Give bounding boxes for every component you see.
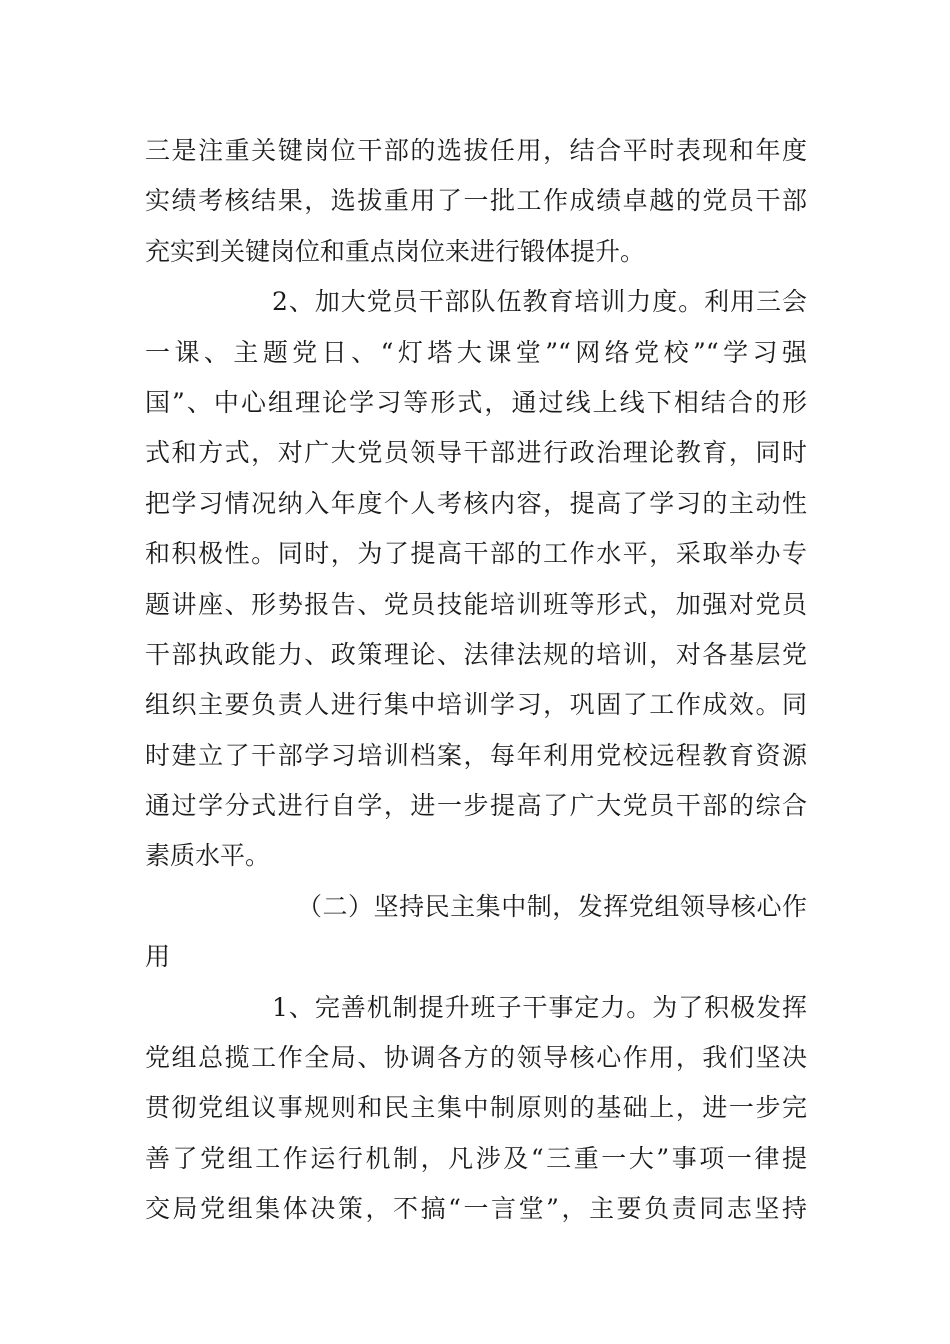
text-line: 素质水平。 bbox=[145, 841, 271, 871]
text-line: 式和方式，对广大党员领导干部进行政治理论教育，同时 bbox=[145, 438, 807, 468]
section-heading-line: 用 bbox=[145, 942, 171, 972]
text-line: 三是注重关键岗位干部的选拔任用，结合平时表现和年度 bbox=[145, 136, 807, 165]
text-line: 时建立了干部学习培训档案，每年利用党校远程教育资源 bbox=[145, 740, 807, 770]
text-line: 通过学分式进行自学，进一步提高了广大党员干部的综合 bbox=[145, 791, 807, 821]
section-heading-line: 1、完善机制提升班子干事定力。为了积极发挥 bbox=[272, 992, 807, 1022]
text-line: 一课、主题党日、“灯塔大课堂”“网络党校”“学习强 bbox=[145, 337, 807, 367]
text-line: 国”、中心组理论学习等形式，通过线上线下相结合的形 bbox=[145, 387, 807, 417]
section-heading-line: （二）坚持民主集中制，发挥党组领导核心作 bbox=[297, 891, 807, 921]
document-body bbox=[145, 126, 807, 1235]
text-line: 充实到关键岗位和重点岗位来进行锻体提升。 bbox=[145, 236, 646, 266]
section-heading-line: 2、加大党员干部队伍教育培训力度。利用三会 bbox=[272, 287, 807, 317]
text-line: 把学习情况纳入年度个人考核内容，提高了学习的主动性 bbox=[145, 488, 807, 518]
text-line: 和积极性。同时，为了提高干部的工作水平，采取举办专 bbox=[145, 539, 807, 569]
text-line: 干部执政能力、政策理论、法律法规的培训，对各基层党 bbox=[145, 639, 807, 669]
text-line: 题讲座、形势报告、党员技能培训班等形式，加强对党员 bbox=[145, 589, 807, 619]
text-line: 党组总揽工作全局、协调各方的领导核心作用，我们坚决 bbox=[145, 1043, 807, 1073]
text-line: 组织主要负责人进行集中培训学习，巩固了工作成效。同 bbox=[145, 690, 807, 720]
text-line: 善了党组工作运行机制，凡涉及“三重一大”事项一律提 bbox=[145, 1143, 807, 1173]
text-line: 实绩考核结果，选拔重用了一批工作成绩卓越的党员干部 bbox=[145, 186, 807, 216]
text-line: 交局党组集体决策，不搞“一言堂”，主要负责同志坚持 bbox=[145, 1194, 807, 1224]
text-line: 贯彻党组议事规则和民主集中制原则的基础上，进一步完 bbox=[145, 1093, 807, 1123]
